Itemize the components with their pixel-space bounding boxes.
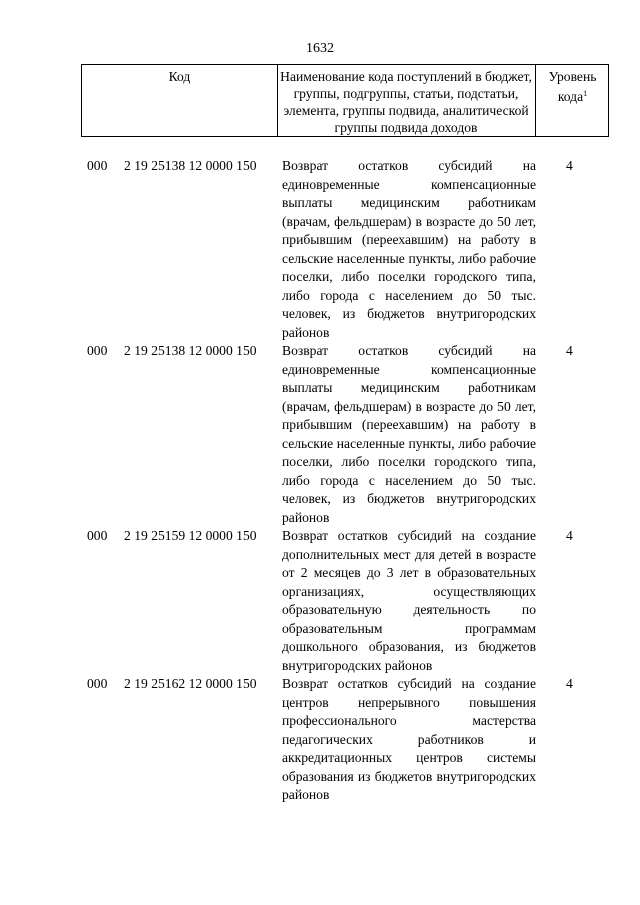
code-level: 4	[566, 343, 573, 358]
code-level: 4	[566, 676, 573, 691]
income-name: Возврат остатков субсидий на единовременные компенсационные выплаты медицинским работникам (врачам, фельдшерам) в возрасте до 50 лет, прибывшим (переехавшим) на работу в сельские населенные пункты, либо рабочие поселки, либо поселки городского типа, либо города с населением до 50 тыс. человек, из бюджетов внутригородских районов	[282, 343, 536, 525]
income-name: Возврат остатков субсидий на создание центров непрерывного повышения профессионального мастерства педагогических работников и аккредитационных центров системы образования из бюджетов внутригородских районов	[282, 676, 536, 802]
table-row	[0, 527, 640, 675]
income-name: Возврат остатков субсидий на создание дополнительных мест для детей в возрасте от 2 месяцев до 3 лет в образовательных организациях, осуществляющих образовательную деятельность по образовательным программам дошкольного образования, из бюджетов внутригородских районов	[282, 528, 536, 673]
income-name: Возврат остатков субсидий на единовременные компенсационные выплаты медицинским работникам (врачам, фельдшерам) в возрасте до 50 лет, прибывшим (переехавшим) на работу в сельские населенные пункты, либо рабочие поселки, либо поселки городского типа, либо города с населением до 50 тыс. человек, из бюджетов внутригородских районов	[282, 158, 536, 340]
income-code: 2 19 25159 12 0000 150	[124, 528, 257, 543]
income-code: 2 19 25138 12 0000 150	[124, 158, 257, 173]
admin-code: 000	[87, 158, 108, 173]
header-level-footnote: 1	[583, 89, 588, 98]
page-number: 1632	[306, 41, 334, 56]
header-level-label: Уровень кода	[548, 69, 597, 104]
table-header	[81, 64, 609, 137]
table-row	[0, 675, 640, 805]
table-row	[0, 342, 640, 527]
income-code: 2 19 25162 12 0000 150	[124, 676, 257, 691]
table-row	[0, 157, 640, 342]
header-code: Код	[82, 65, 278, 136]
header-name: Наименование кода поступлений в бюджет, группы, подгруппы, статьи, подстатьи, элемента, группы подвида, аналитической группы подвида доходов	[277, 65, 536, 136]
code-level: 4	[566, 158, 573, 173]
header-level	[535, 65, 610, 136]
admin-code: 000	[87, 343, 108, 358]
table-body	[0, 157, 640, 805]
admin-code: 000	[87, 528, 108, 543]
income-code: 2 19 25138 12 0000 150	[124, 343, 257, 358]
code-level: 4	[566, 528, 573, 543]
admin-code: 000	[87, 676, 108, 691]
